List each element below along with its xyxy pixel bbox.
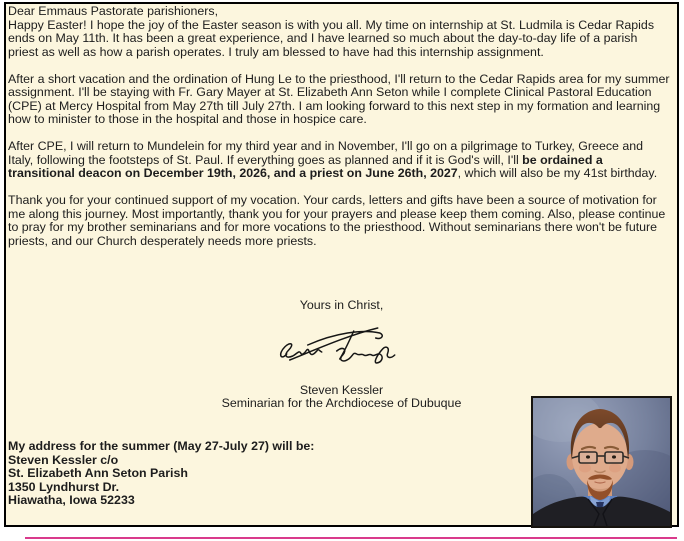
address-line-3: 1350 Lyndhurst Dr. (8, 479, 120, 494)
address-line-1: Steven Kessler c/o (8, 452, 119, 467)
paragraph-3-bold-ordination-dates: be ordained a transitional deacon on December 19th, 2026, and a priest on June 26th, 2027 (8, 152, 603, 180)
letter-box (4, 2, 679, 527)
portrait-photo (531, 396, 672, 528)
handwritten-signature (276, 322, 412, 368)
signature-title: Seminarian for the Archdiocese of Dubuque (221, 396, 462, 410)
paragraph-4: Thank you for your continued support of my vocation. Your cards, letters and gifts have been a source of motivation for me along this journey. Most importantly, thank you for your prayers and please keep them coming. Also, please continue to pray for my brother seminarians and for more vocations to the priesthood. Without seminarians there won't be future priests, and our Church desperately needs more priests. (8, 193, 666, 248)
greeting-and-paragraph-1 (8, 5, 670, 59)
address-line-4: Hiawatha, Iowa 52233 (8, 493, 135, 507)
paragraph-3-text: After CPE, I will return to Mundelein for my third year and in November, I'll go on a pilgrimage to Turkey, Greece and Italy, following the footsteps of St. Paul. If everything goes as planned and if it is God's will, I'll (8, 139, 644, 167)
address-line-2: St. Elizabeth Ann Seton Parish (8, 466, 188, 480)
paragraph-1: Happy Easter! I hope the joy of the Easter season is with you all. My time on internship at St. Ludmila is Cedar Rapids ends on May 11th. It has been a great experience, and I have learned so much about the day-to-day life of a parish priest as well as how a parish operates. I truly am blessed to have had this internship assignment. (8, 17, 655, 59)
bottom-divider-line (25, 537, 677, 539)
paragraph-3 (8, 140, 670, 181)
address-heading: My address for the summer (May 27-July 27) will be: (8, 439, 315, 453)
summer-address-block (8, 440, 314, 508)
signature-icon (276, 322, 412, 368)
signature-name: Steven Kessler (299, 383, 384, 397)
closing-line: Yours in Christ, (299, 298, 384, 312)
greeting: Dear Emmaus Pastorate parishioners, (8, 4, 219, 18)
paragraph-2: After a short vacation and the ordination of Hung Le to the priesthood, I'll return to the Cedar Rapids area for my summer assignment. I'll be staying with Fr. Gary Mayer at St. Elizabeth Ann Seton while I complete Clinical Pastoral Education (CPE) at Mercy Hospital from May 27th till July 27th. I am looking forward to this next step in my formation and learning how to minister to those in the hospital and those in hospice care. (8, 71, 670, 126)
portrait-illustration (533, 398, 670, 526)
paragraph-3-end: , which will also be my 41st birthday. (457, 166, 658, 180)
letter-body (6, 4, 677, 248)
